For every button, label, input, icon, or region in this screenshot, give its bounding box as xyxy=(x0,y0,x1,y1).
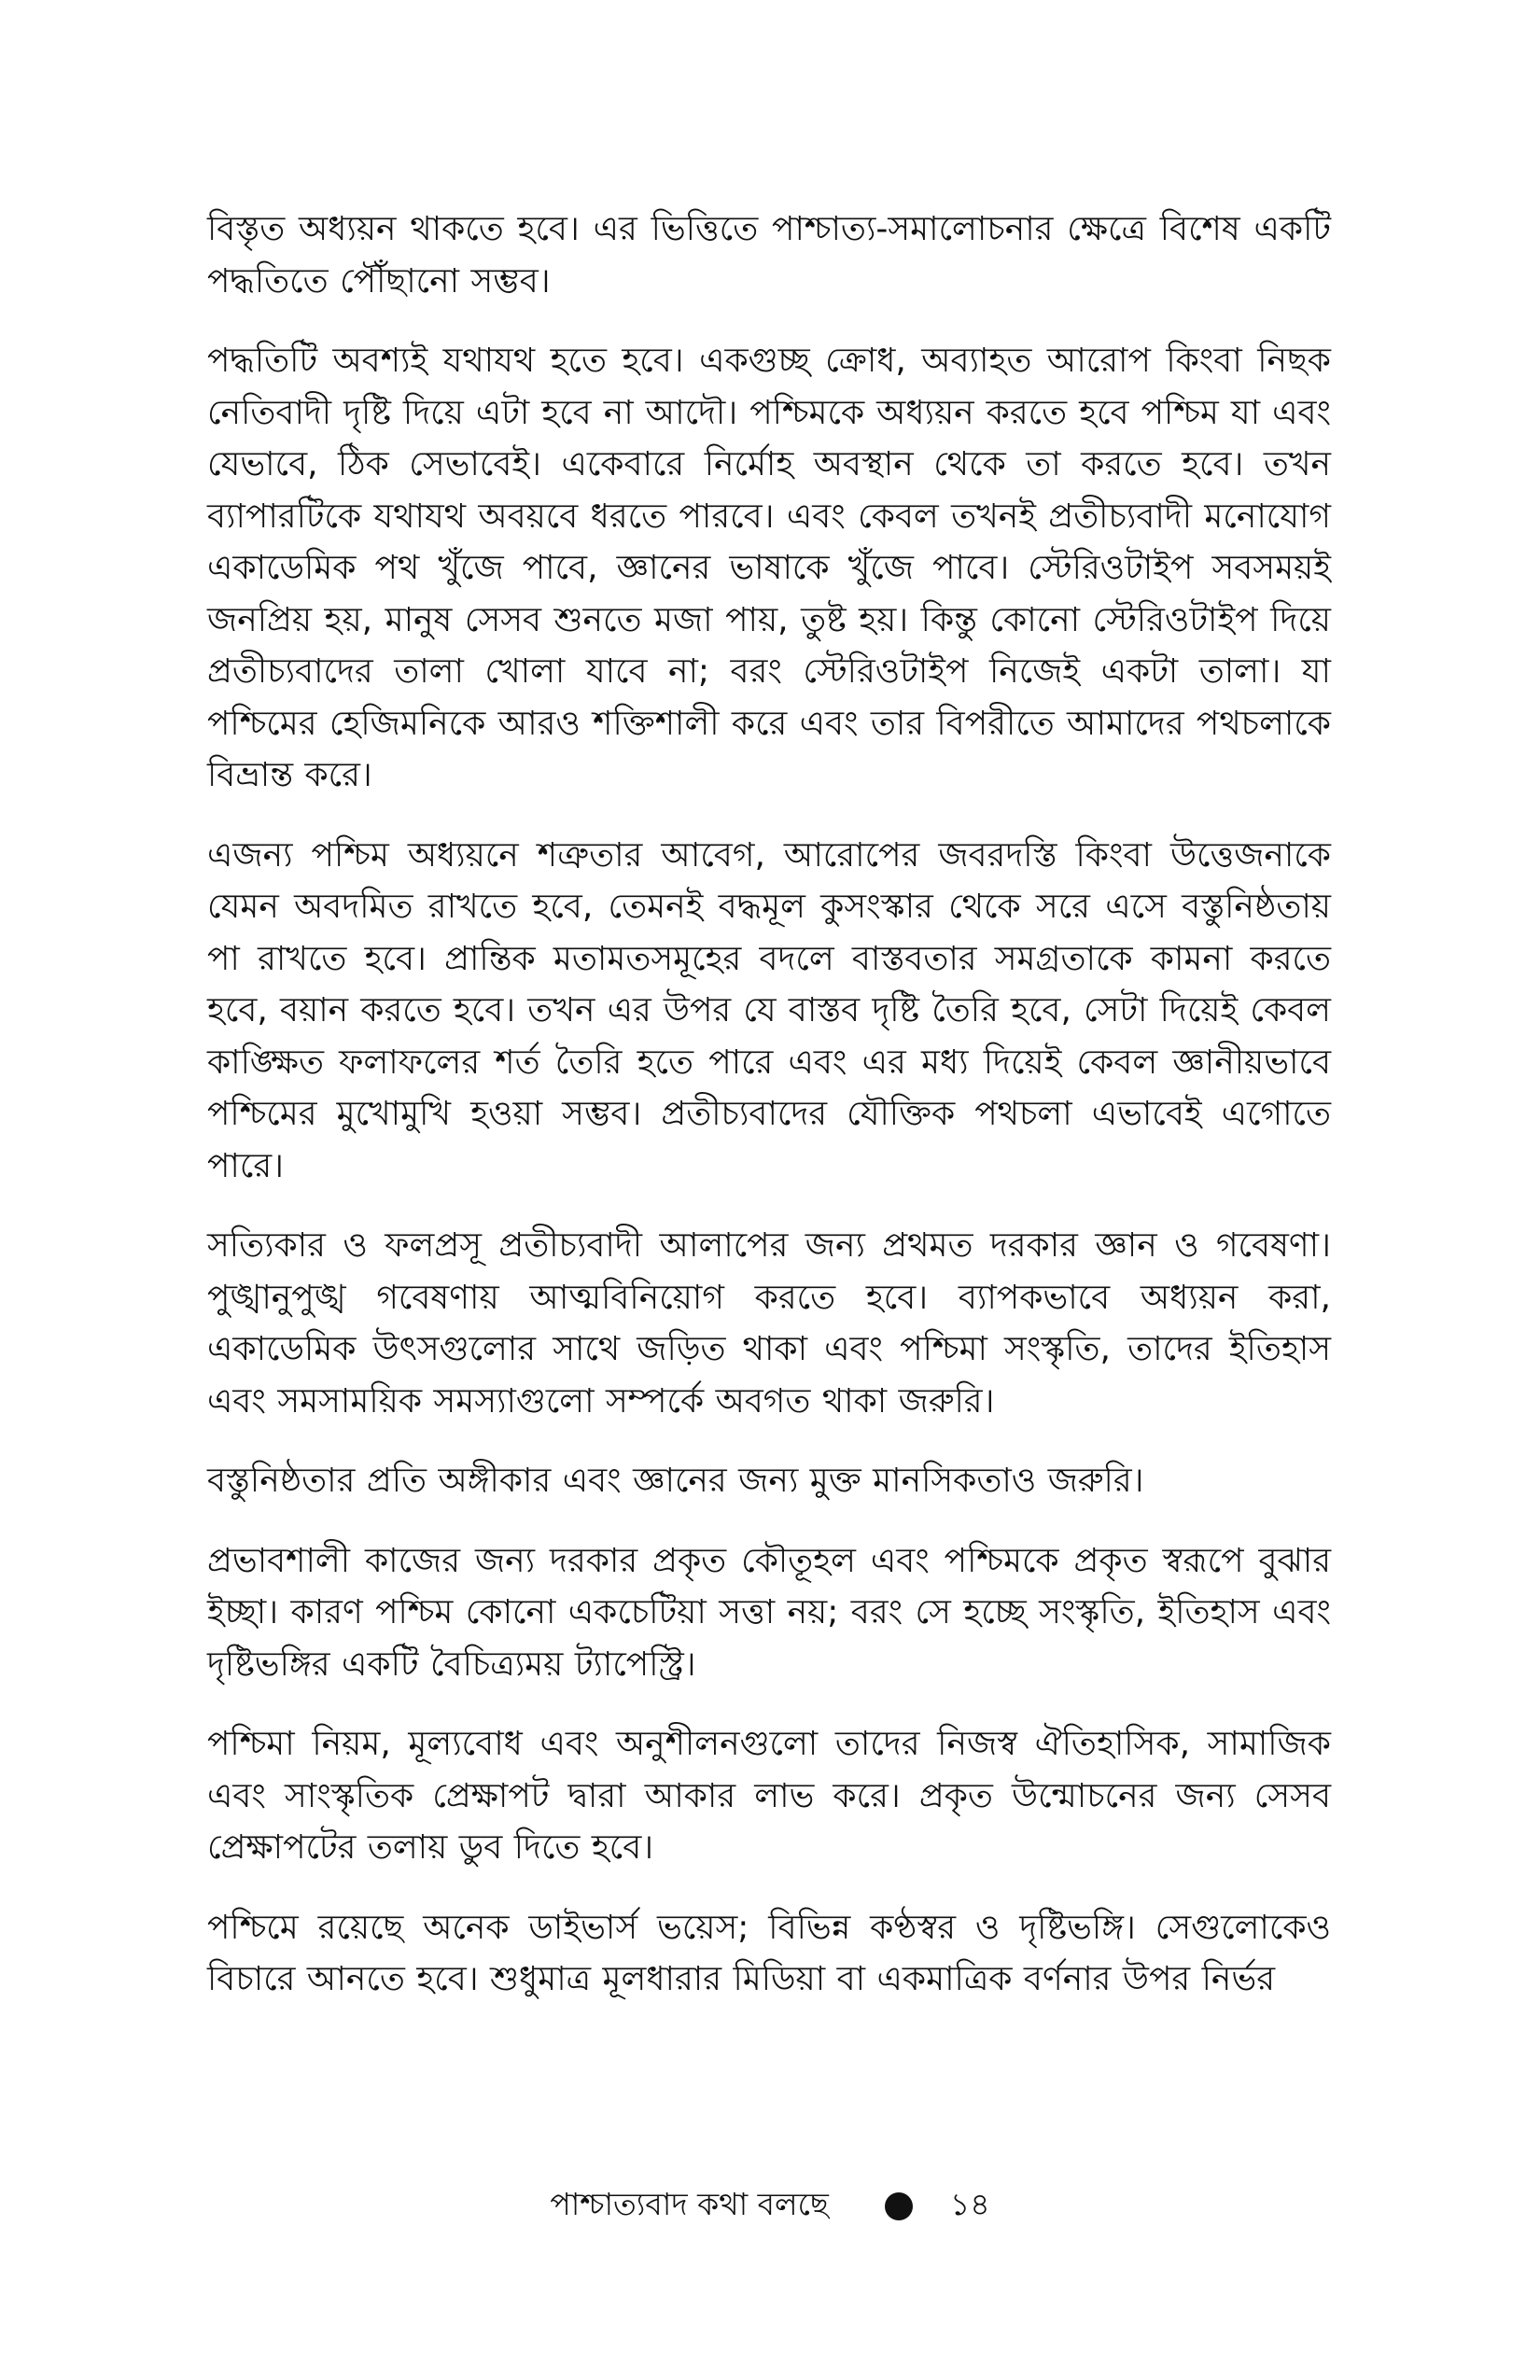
page-number: ১৪ xyxy=(949,2186,990,2222)
main-text xyxy=(207,203,1331,2034)
paragraph-4: সত্যিকার ও ফলপ্রসূ প্রতীচ্যবাদী আলাপের জন্য প্রথমত দরকার জ্ঞান ও গবেষণা। পুঙ্খানুপুঙ্খ গবেষণায় আত্মবিনিয়োগ করতে হবে। ব্যাপকভাবে অধ্যয়ন করা, একাডেমিক উৎসগুলোর সাথে জড়িত থাকা এবং পশ্চিমা সংস্কৃতি, তাদের ইতিহাস এবং সমসাময়িক সমস্যাগুলো সম্পর্কে অবগত থাকা জরুরি। xyxy=(207,1226,1331,1421)
paragraph-8: পশ্চিমে রয়েছে অনেক ডাইভার্স ভয়েস; বিভিন্ন কণ্ঠস্বর ও দৃষ্টিভঙ্গি। সেগুলোকেও বিচারে আনতে হবে। শুধুমাত্র মূলধারার মিডিয়া বা একমাত্রিক বর্ণনার উপর নির্ভর xyxy=(207,1908,1331,1998)
paragraph-2: পদ্ধতিটি অবশ্যই যথাযথ হতে হবে। একগুচ্ছ ক্রোধ, অব্যাহত আরোপ কিংবা নিছক নেতিবাদী দৃষ্টি দিয়ে এটা হবে না আদৌ। পশ্চিমকে অধ্যয়ন করতে হবে পশ্চিম যা এবং যেভাবে, ঠিক সেভাবেই। একেবারে নির্মোহ অবস্থান থেকে তা করতে হবে। তখন ব্যাপারটিকে যথাযথ অবয়বে ধরতে পারবে। এবং কেবল তখনই প্রতীচ্যবাদী মনোযোগ একাডেমিক পথ খুঁজে পাবে, জ্ঞানের ভাষাকে খুঁজে পাবে। স্টেরিওটাইপ সবসময়ই জনপ্রিয় হয়, মানুষ সেসব শুনতে মজা পায়, তুষ্ট হয়। কিন্তু কোনো স্টেরিওটাইপ দিয়ে প্রতীচ্যবাদের তালা খোলা যাবে না; বরং স্টেরিওটাইপ নিজেই একটা তালা। যা পশ্চিমের হেজিমনিকে আরও শক্তিশালী করে এবং তার বিপরীতে আমাদের পথচলাকে বিভ্রান্ত করে। xyxy=(207,342,1331,794)
paragraph-6: প্রভাবশালী কাজের জন্য দরকার প্রকৃত কৌতূহল এবং পশ্চিমকে প্রকৃত স্বরূপে বুঝার ইচ্ছা। কারণ পশ্চিম কোনো একচেটিয়া সত্তা নয়; বরং সে হচ্ছে সংস্কৃতি, ইতিহাস এবং দৃষ্টিভঙ্গির একটি বৈচিত্র্যময় ট্যাপেস্ট্রি। xyxy=(207,1541,1331,1684)
page-footer xyxy=(0,2178,1540,2234)
running-title: পাশ্চাত্যবাদ কথা বলছে xyxy=(550,2186,829,2222)
paragraph-3: এজন্য পশ্চিম অধ্যয়নে শত্রুতার আবেগ, আরোপের জবরদস্তি কিংবা উত্তেজনাকে যেমন অবদমিত রাখতে হবে, তেমনই বদ্ধমূল কুসংস্কার থেকে সরে এসে বস্তুনিষ্ঠতায় পা রাখতে হবে। প্রান্তিক মতামতসমূহের বদলে বাস্তবতার সমগ্রতাকে কামনা করতে হবে, বয়ান করতে হবে। তখন এর উপর যে বাস্তব দৃষ্টি তৈরি হবে, সেটা দিয়েই কেবল কাঙ্ক্ষিত ফলাফলের শর্ত তৈরি হতে পারে এবং এর মধ্য দিয়েই কেবল জ্ঞানীয়ভাবে পশ্চিমের মুখোমুখি হওয়া সম্ভব। প্রতীচ্যবাদের যৌক্তিক পথচলা এভাবেই এগোতে পারে। xyxy=(207,835,1331,1185)
paragraph-5: বস্তুনিষ্ঠতার প্রতি অঙ্গীকার এবং জ্ঞানের জন্য মুক্ত মানসিকতাও জরুরি। xyxy=(207,1462,1144,1500)
paragraph-7: পশ্চিমা নিয়ম, মূল্যবোধ এবং অনুশীলনগুলো তাদের নিজস্ব ঐতিহাসিক, সামাজিক এবং সাংস্কৃতিক প্রেক্ষাপট দ্বারা আকার লাভ করে। প্রকৃত উন্মোচনের জন্য সেসব প্রেক্ষাপটের তলায় ডুব দিতে হবে। xyxy=(207,1725,1331,1867)
paragraph-1: বিস্তৃত অধ্যয়ন থাকতে হবে। এর ভিত্তিতে পাশ্চাত্য-সমালোচনার ক্ষেত্রে বিশেষ একটি পদ্ধতিতে পৌঁছানো সম্ভব। xyxy=(207,210,1331,301)
bullet-separator-icon xyxy=(885,2192,913,2220)
